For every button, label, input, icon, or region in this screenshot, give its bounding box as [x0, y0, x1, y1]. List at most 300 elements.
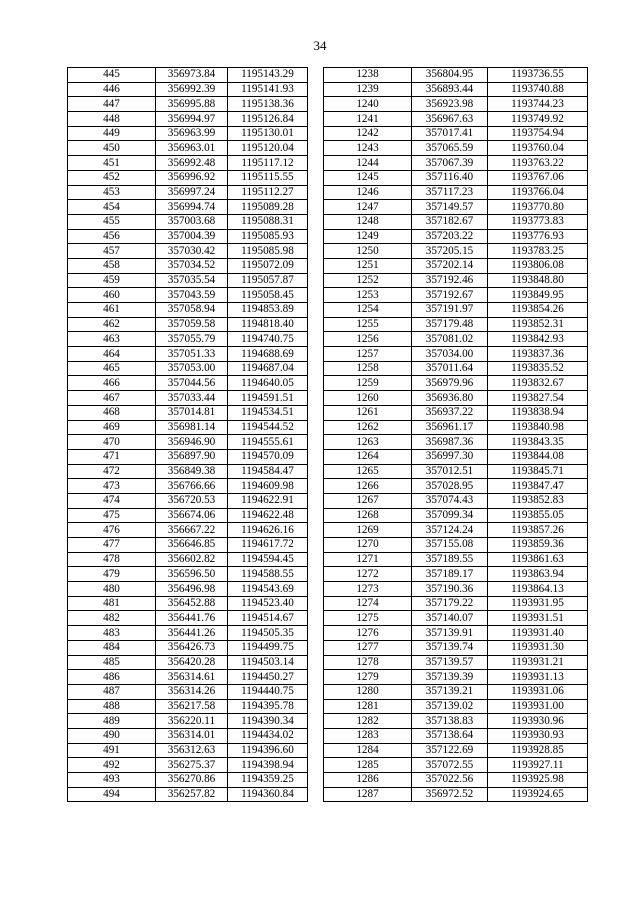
table-row — [68, 185, 588, 200]
column-separator — [308, 508, 324, 523]
y-coordinate-cell: 1195143.29 — [228, 68, 308, 83]
table-row — [68, 347, 588, 362]
x-coordinate-cell: 357067.39 — [412, 156, 488, 171]
y-coordinate-cell: 1193806.08 — [488, 258, 588, 273]
column-separator — [308, 728, 324, 743]
x-coordinate-cell: 357022.56 — [412, 773, 488, 788]
x-coordinate-cell: 357034.00 — [412, 347, 488, 362]
point-number-cell: 1284 — [324, 743, 412, 758]
table-row — [68, 567, 588, 582]
point-number-cell: 485 — [68, 655, 156, 670]
point-number-cell: 471 — [68, 449, 156, 464]
column-separator — [308, 420, 324, 435]
column-separator — [308, 405, 324, 420]
column-separator — [308, 626, 324, 641]
y-coordinate-cell: 1193749.92 — [488, 112, 588, 127]
x-coordinate-cell: 356963.01 — [156, 141, 228, 156]
coordinates-table — [67, 67, 588, 802]
x-coordinate-cell: 357059.58 — [156, 317, 228, 332]
x-coordinate-cell: 356946.90 — [156, 435, 228, 450]
point-number-cell: 484 — [68, 640, 156, 655]
column-separator — [308, 758, 324, 773]
y-coordinate-cell: 1193763.22 — [488, 156, 588, 171]
point-number-cell: 466 — [68, 376, 156, 391]
point-number-cell: 492 — [68, 758, 156, 773]
point-number-cell: 1260 — [324, 391, 412, 406]
column-separator — [308, 273, 324, 288]
table-row — [68, 773, 588, 788]
point-number-cell: 1283 — [324, 728, 412, 743]
x-coordinate-cell: 357124.24 — [412, 523, 488, 538]
column-separator — [308, 258, 324, 273]
y-coordinate-cell: 1194503.14 — [228, 655, 308, 670]
point-number-cell: 1274 — [324, 596, 412, 611]
y-coordinate-cell: 1195115.55 — [228, 170, 308, 185]
table-row — [68, 449, 588, 464]
y-coordinate-cell: 1193760.04 — [488, 141, 588, 156]
x-coordinate-cell: 357179.22 — [412, 596, 488, 611]
y-coordinate-cell: 1193931.51 — [488, 611, 588, 626]
table-row — [68, 420, 588, 435]
x-coordinate-cell: 357117.23 — [412, 185, 488, 200]
point-number-cell: 1263 — [324, 435, 412, 450]
point-number-cell: 460 — [68, 288, 156, 303]
y-coordinate-cell: 1194818.40 — [228, 317, 308, 332]
point-number-cell: 489 — [68, 714, 156, 729]
point-number-cell: 1262 — [324, 420, 412, 435]
y-coordinate-cell: 1193847.47 — [488, 479, 588, 494]
y-coordinate-cell: 1193744.23 — [488, 97, 588, 112]
table-row — [68, 317, 588, 332]
x-coordinate-cell: 357003.68 — [156, 214, 228, 229]
y-coordinate-cell: 1193840.98 — [488, 420, 588, 435]
point-number-cell: 1279 — [324, 670, 412, 685]
point-number-cell: 1265 — [324, 464, 412, 479]
y-coordinate-cell: 1194395.78 — [228, 699, 308, 714]
column-separator — [308, 317, 324, 332]
x-coordinate-cell: 357055.79 — [156, 332, 228, 347]
y-coordinate-cell: 1194570.09 — [228, 449, 308, 464]
x-coordinate-cell: 357192.67 — [412, 288, 488, 303]
column-separator — [308, 684, 324, 699]
table-row — [68, 728, 588, 743]
y-coordinate-cell: 1194617.72 — [228, 538, 308, 553]
y-coordinate-cell: 1193859.36 — [488, 538, 588, 553]
y-coordinate-cell: 1193931.95 — [488, 596, 588, 611]
x-coordinate-cell: 356994.97 — [156, 112, 228, 127]
x-coordinate-cell: 357182.67 — [412, 214, 488, 229]
x-coordinate-cell: 357138.64 — [412, 728, 488, 743]
y-coordinate-cell: 1194390.34 — [228, 714, 308, 729]
point-number-cell: 453 — [68, 185, 156, 200]
column-separator — [308, 391, 324, 406]
table-row — [68, 640, 588, 655]
y-coordinate-cell: 1193835.52 — [488, 361, 588, 376]
point-number-cell: 1242 — [324, 126, 412, 141]
y-coordinate-cell: 1194544.52 — [228, 420, 308, 435]
point-number-cell: 472 — [68, 464, 156, 479]
table-row — [68, 82, 588, 97]
y-coordinate-cell: 1195141.93 — [228, 82, 308, 97]
point-number-cell: 1268 — [324, 508, 412, 523]
x-coordinate-cell: 357030.42 — [156, 244, 228, 259]
y-coordinate-cell: 1194555.61 — [228, 435, 308, 450]
y-coordinate-cell: 1194622.91 — [228, 493, 308, 508]
point-number-cell: 490 — [68, 728, 156, 743]
y-coordinate-cell: 1193754.94 — [488, 126, 588, 141]
x-coordinate-cell: 357139.57 — [412, 655, 488, 670]
x-coordinate-cell: 357122.69 — [412, 743, 488, 758]
x-coordinate-cell: 356804.95 — [412, 68, 488, 83]
y-coordinate-cell: 1195088.31 — [228, 214, 308, 229]
point-number-cell: 1287 — [324, 787, 412, 802]
x-coordinate-cell: 357033.44 — [156, 391, 228, 406]
x-coordinate-cell: 356992.39 — [156, 82, 228, 97]
point-number-cell: 1261 — [324, 405, 412, 420]
y-coordinate-cell: 1193837.36 — [488, 347, 588, 362]
y-coordinate-cell: 1194523.40 — [228, 596, 308, 611]
point-number-cell: 461 — [68, 303, 156, 318]
table-row — [68, 714, 588, 729]
y-coordinate-cell: 1193931.40 — [488, 626, 588, 641]
column-separator — [308, 361, 324, 376]
y-coordinate-cell: 1195085.93 — [228, 229, 308, 244]
y-coordinate-cell: 1194626.16 — [228, 523, 308, 538]
point-number-cell: 1275 — [324, 611, 412, 626]
y-coordinate-cell: 1194440.75 — [228, 684, 308, 699]
column-separator — [308, 376, 324, 391]
y-coordinate-cell: 1193766.04 — [488, 185, 588, 200]
y-coordinate-cell: 1194594.45 — [228, 552, 308, 567]
point-number-cell: 478 — [68, 552, 156, 567]
x-coordinate-cell: 356257.82 — [156, 787, 228, 802]
point-number-cell: 1273 — [324, 582, 412, 597]
point-number-cell: 486 — [68, 670, 156, 685]
column-separator — [308, 743, 324, 758]
x-coordinate-cell: 357139.21 — [412, 684, 488, 699]
x-coordinate-cell: 357074.43 — [412, 493, 488, 508]
column-separator — [308, 670, 324, 685]
coordinates-table-body — [68, 68, 588, 802]
table-row — [68, 288, 588, 303]
x-coordinate-cell: 357044.56 — [156, 376, 228, 391]
y-coordinate-cell: 1194622.48 — [228, 508, 308, 523]
x-coordinate-cell: 356981.14 — [156, 420, 228, 435]
x-coordinate-cell: 357099.34 — [412, 508, 488, 523]
y-coordinate-cell: 1194588.55 — [228, 567, 308, 582]
x-coordinate-cell: 356314.61 — [156, 670, 228, 685]
y-coordinate-cell: 1194740.75 — [228, 332, 308, 347]
point-number-cell: 1239 — [324, 82, 412, 97]
point-number-cell: 467 — [68, 391, 156, 406]
table-row — [68, 552, 588, 567]
x-coordinate-cell: 357051.33 — [156, 347, 228, 362]
x-coordinate-cell: 356766.66 — [156, 479, 228, 494]
table-row — [68, 611, 588, 626]
table-row — [68, 479, 588, 494]
point-number-cell: 456 — [68, 229, 156, 244]
point-number-cell: 462 — [68, 317, 156, 332]
column-separator — [308, 449, 324, 464]
point-number-cell: 1269 — [324, 523, 412, 538]
x-coordinate-cell: 356979.96 — [412, 376, 488, 391]
x-coordinate-cell: 356596.50 — [156, 567, 228, 582]
point-number-cell: 463 — [68, 332, 156, 347]
y-coordinate-cell: 1193852.31 — [488, 317, 588, 332]
table-row — [68, 361, 588, 376]
y-coordinate-cell: 1194434.02 — [228, 728, 308, 743]
point-number-cell: 1257 — [324, 347, 412, 362]
point-number-cell: 483 — [68, 626, 156, 641]
y-coordinate-cell: 1193845.71 — [488, 464, 588, 479]
y-coordinate-cell: 1194640.05 — [228, 376, 308, 391]
table-row — [68, 214, 588, 229]
y-coordinate-cell: 1194543.69 — [228, 582, 308, 597]
table-row — [68, 141, 588, 156]
table-row — [68, 699, 588, 714]
x-coordinate-cell: 357149.57 — [412, 200, 488, 215]
x-coordinate-cell: 357205.15 — [412, 244, 488, 259]
point-number-cell: 1254 — [324, 303, 412, 318]
y-coordinate-cell: 1195130.01 — [228, 126, 308, 141]
x-coordinate-cell: 356314.26 — [156, 684, 228, 699]
point-number-cell: 1250 — [324, 244, 412, 259]
y-coordinate-cell: 1194591.51 — [228, 391, 308, 406]
x-coordinate-cell: 357138.83 — [412, 714, 488, 729]
table-row — [68, 405, 588, 420]
y-coordinate-cell: 1193827.54 — [488, 391, 588, 406]
column-separator — [308, 156, 324, 171]
point-number-cell: 1249 — [324, 229, 412, 244]
point-number-cell: 473 — [68, 479, 156, 494]
x-coordinate-cell: 356963.99 — [156, 126, 228, 141]
x-coordinate-cell: 357012.51 — [412, 464, 488, 479]
x-coordinate-cell: 357011.64 — [412, 361, 488, 376]
point-number-cell: 459 — [68, 273, 156, 288]
point-number-cell: 1280 — [324, 684, 412, 699]
x-coordinate-cell: 357140.07 — [412, 611, 488, 626]
x-coordinate-cell: 356897.90 — [156, 449, 228, 464]
table-row — [68, 200, 588, 215]
x-coordinate-cell: 356923.98 — [412, 97, 488, 112]
x-coordinate-cell: 356667.22 — [156, 523, 228, 538]
table-row — [68, 596, 588, 611]
y-coordinate-cell: 1193931.00 — [488, 699, 588, 714]
column-separator — [308, 552, 324, 567]
y-coordinate-cell: 1195112.27 — [228, 185, 308, 200]
x-coordinate-cell: 357028.95 — [412, 479, 488, 494]
y-coordinate-cell: 1193852.83 — [488, 493, 588, 508]
y-coordinate-cell: 1193931.21 — [488, 655, 588, 670]
x-coordinate-cell: 356270.86 — [156, 773, 228, 788]
y-coordinate-cell: 1194687.04 — [228, 361, 308, 376]
x-coordinate-cell: 357004.39 — [156, 229, 228, 244]
y-coordinate-cell: 1193767.06 — [488, 170, 588, 185]
x-coordinate-cell: 356849.38 — [156, 464, 228, 479]
x-coordinate-cell: 356646.85 — [156, 538, 228, 553]
point-number-cell: 1245 — [324, 170, 412, 185]
column-separator — [308, 493, 324, 508]
column-separator — [308, 170, 324, 185]
x-coordinate-cell: 357139.91 — [412, 626, 488, 641]
y-coordinate-cell: 1193776.93 — [488, 229, 588, 244]
x-coordinate-cell: 356973.84 — [156, 68, 228, 83]
table-row — [68, 258, 588, 273]
point-number-cell: 1243 — [324, 141, 412, 156]
point-number-cell: 1272 — [324, 567, 412, 582]
x-coordinate-cell: 357072.55 — [412, 758, 488, 773]
point-number-cell: 454 — [68, 200, 156, 215]
point-number-cell: 446 — [68, 82, 156, 97]
point-number-cell: 455 — [68, 214, 156, 229]
y-coordinate-cell: 1193930.93 — [488, 728, 588, 743]
y-coordinate-cell: 1193855.05 — [488, 508, 588, 523]
point-number-cell: 488 — [68, 699, 156, 714]
y-coordinate-cell: 1195085.98 — [228, 244, 308, 259]
table-row — [68, 743, 588, 758]
x-coordinate-cell: 357014.81 — [156, 405, 228, 420]
y-coordinate-cell: 1193783.25 — [488, 244, 588, 259]
point-number-cell: 448 — [68, 112, 156, 127]
column-separator — [308, 611, 324, 626]
x-coordinate-cell: 356972.52 — [412, 787, 488, 802]
table-row — [68, 68, 588, 83]
y-coordinate-cell: 1194450.27 — [228, 670, 308, 685]
table-row — [68, 508, 588, 523]
y-coordinate-cell: 1193838.94 — [488, 405, 588, 420]
y-coordinate-cell: 1193849.95 — [488, 288, 588, 303]
y-coordinate-cell: 1193832.67 — [488, 376, 588, 391]
table-row — [68, 435, 588, 450]
column-separator — [308, 538, 324, 553]
point-number-cell: 1255 — [324, 317, 412, 332]
column-separator — [308, 244, 324, 259]
point-number-cell: 451 — [68, 156, 156, 171]
point-number-cell: 449 — [68, 126, 156, 141]
point-number-cell: 1266 — [324, 479, 412, 494]
x-coordinate-cell: 357191.97 — [412, 303, 488, 318]
point-number-cell: 458 — [68, 258, 156, 273]
x-coordinate-cell: 356937.22 — [412, 405, 488, 420]
x-coordinate-cell: 357058.94 — [156, 303, 228, 318]
point-number-cell: 1267 — [324, 493, 412, 508]
point-number-cell: 469 — [68, 420, 156, 435]
column-separator — [308, 68, 324, 83]
x-coordinate-cell: 356961.17 — [412, 420, 488, 435]
column-separator — [308, 596, 324, 611]
y-coordinate-cell: 1195117.12 — [228, 156, 308, 171]
column-separator — [308, 141, 324, 156]
point-number-cell: 494 — [68, 787, 156, 802]
y-coordinate-cell: 1193931.06 — [488, 684, 588, 699]
column-separator — [308, 640, 324, 655]
y-coordinate-cell: 1193864.13 — [488, 582, 588, 597]
x-coordinate-cell: 357043.59 — [156, 288, 228, 303]
y-coordinate-cell: 1194853.89 — [228, 303, 308, 318]
column-separator — [308, 347, 324, 362]
y-coordinate-cell: 1194505.35 — [228, 626, 308, 641]
x-coordinate-cell: 357139.02 — [412, 699, 488, 714]
point-number-cell: 1276 — [324, 626, 412, 641]
point-number-cell: 1271 — [324, 552, 412, 567]
x-coordinate-cell: 356426.73 — [156, 640, 228, 655]
point-number-cell: 1286 — [324, 773, 412, 788]
x-coordinate-cell: 356720.53 — [156, 493, 228, 508]
x-coordinate-cell: 356496.98 — [156, 582, 228, 597]
point-number-cell: 1281 — [324, 699, 412, 714]
point-number-cell: 1277 — [324, 640, 412, 655]
point-number-cell: 480 — [68, 582, 156, 597]
x-coordinate-cell: 357034.52 — [156, 258, 228, 273]
y-coordinate-cell: 1193925.98 — [488, 773, 588, 788]
x-coordinate-cell: 357203.22 — [412, 229, 488, 244]
point-number-cell: 1253 — [324, 288, 412, 303]
point-number-cell: 1252 — [324, 273, 412, 288]
column-separator — [308, 126, 324, 141]
x-coordinate-cell: 356602.82 — [156, 552, 228, 567]
y-coordinate-cell: 1194609.98 — [228, 479, 308, 494]
y-coordinate-cell: 1193740.88 — [488, 82, 588, 97]
y-coordinate-cell: 1195057.87 — [228, 273, 308, 288]
point-number-cell: 450 — [68, 141, 156, 156]
table-row — [68, 670, 588, 685]
x-coordinate-cell: 357081.02 — [412, 332, 488, 347]
column-separator — [308, 655, 324, 670]
table-row — [68, 493, 588, 508]
column-separator — [308, 479, 324, 494]
point-number-cell: 1238 — [324, 68, 412, 83]
y-coordinate-cell: 1194396.60 — [228, 743, 308, 758]
point-number-cell: 1264 — [324, 449, 412, 464]
x-coordinate-cell: 356992.48 — [156, 156, 228, 171]
point-number-cell: 457 — [68, 244, 156, 259]
y-coordinate-cell: 1195072.09 — [228, 258, 308, 273]
y-coordinate-cell: 1193736.55 — [488, 68, 588, 83]
x-coordinate-cell: 356674.06 — [156, 508, 228, 523]
table-row — [68, 787, 588, 802]
table-row — [68, 244, 588, 259]
column-separator — [308, 303, 324, 318]
column-separator — [308, 464, 324, 479]
column-separator — [308, 567, 324, 582]
y-coordinate-cell: 1193931.13 — [488, 670, 588, 685]
table-row — [68, 626, 588, 641]
point-number-cell: 481 — [68, 596, 156, 611]
point-number-cell: 482 — [68, 611, 156, 626]
y-coordinate-cell: 1193857.26 — [488, 523, 588, 538]
x-coordinate-cell: 357179.48 — [412, 317, 488, 332]
y-coordinate-cell: 1193924.65 — [488, 787, 588, 802]
table-row — [68, 391, 588, 406]
point-number-cell: 479 — [68, 567, 156, 582]
table-row — [68, 376, 588, 391]
column-separator — [308, 214, 324, 229]
y-coordinate-cell: 1194499.75 — [228, 640, 308, 655]
y-coordinate-cell: 1195138.36 — [228, 97, 308, 112]
point-number-cell: 476 — [68, 523, 156, 538]
point-number-cell: 1246 — [324, 185, 412, 200]
x-coordinate-cell: 356441.76 — [156, 611, 228, 626]
column-separator — [308, 229, 324, 244]
x-coordinate-cell: 357202.14 — [412, 258, 488, 273]
point-number-cell: 493 — [68, 773, 156, 788]
y-coordinate-cell: 1193854.26 — [488, 303, 588, 318]
point-number-cell: 470 — [68, 435, 156, 450]
point-number-cell: 1278 — [324, 655, 412, 670]
x-coordinate-cell: 356220.11 — [156, 714, 228, 729]
table-row — [68, 97, 588, 112]
x-coordinate-cell: 357116.40 — [412, 170, 488, 185]
